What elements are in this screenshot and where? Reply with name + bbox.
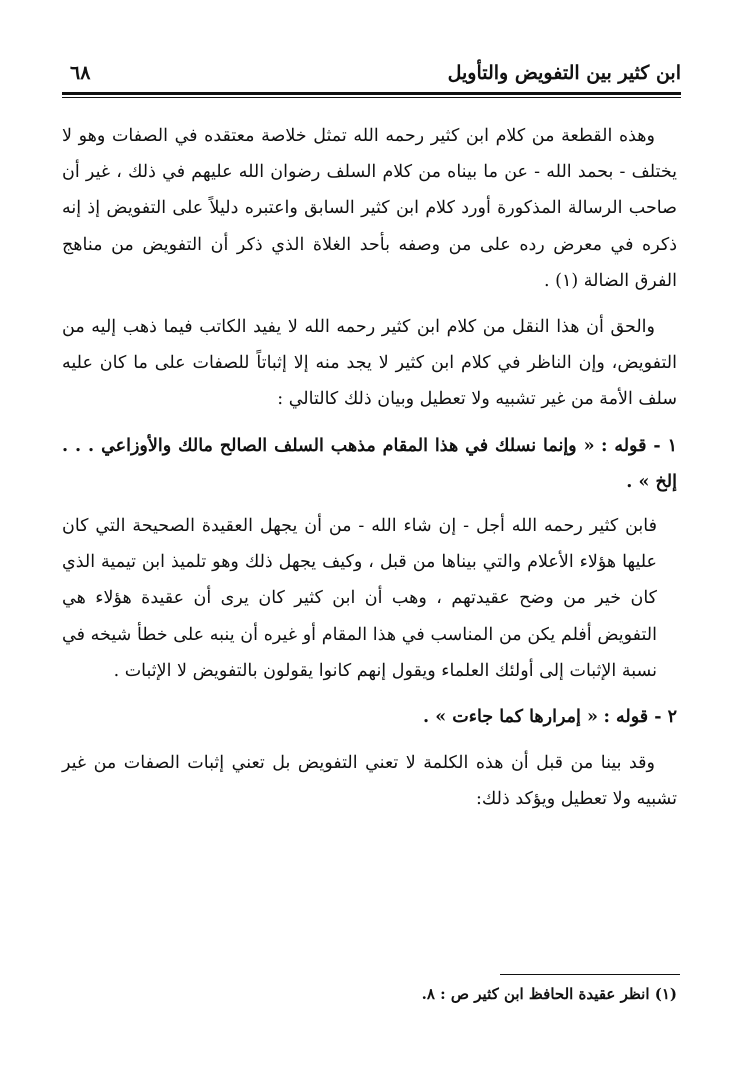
- paragraph-1: وهذه القطعة من كلام ابن كثير رحمه الله تمثل خلاصة معتقده في الصفات وهو لا يختلف - بحمد الله - عن ما بيناه من كلام السلف رضوان الله عليهم في ذلك ، غير أن صاحب الرسالة المذكورة أورد كلام ابن كثير السابق واعتبره دليلاً على التفويض إذ إنه ذكره في معرض رده على من وصفه بأحد الغلاة الذي ذكر أن التفويض من مناهج الفرق الضالة (١) .: [62, 126, 677, 291]
- list-item-2-quote: « إمرارها كما جاءت » .: [423, 707, 598, 728]
- header-rule-thick: [62, 92, 681, 95]
- header-rule-thin: [62, 97, 681, 98]
- list-item-2-number: ٢ - قوله :: [603, 707, 677, 728]
- paragraph-2: والحق أن هذا النقل من كلام ابن كثير رحمه الله لا يفيد الكاتب فيما ذهب إليه من التفويض، وإن الناظر في كلام ابن كثير لا يجد منه إلا إثباتاً للصفات على ما كان عليه سلف الأمة من غير تشبيه ولا تعطيل وبيان ذلك كالتالي :: [62, 317, 677, 410]
- list-item-1: [62, 428, 677, 500]
- list-item-1-quote: « وإنما نسلك في هذا المقام مذهب السلف الصالح مالك والأوزاعي . . . إلخ » .: [62, 435, 677, 492]
- main-text: [62, 118, 677, 818]
- paragraph-4: وقد بينا من قبل أن هذه الكلمة لا تعني التفويض بل تعني إثبات الصفات من غير تشبيه ولا تعطيل ويؤكد ذلك:: [62, 753, 677, 810]
- footnote-rule: [500, 974, 680, 975]
- running-header: [62, 58, 681, 92]
- list-item-2: [62, 699, 677, 735]
- running-title: ابن كثير بين التفويض والتأويل: [447, 62, 681, 84]
- paragraph-3: فابن كثير رحمه الله أجل - إن شاء الله - من أن يجهل العقيدة الصحيحة التي كان عليها هؤلاء الأعلام والتي بيناها من قبل ، وكيف يجهل ذلك وهو تلميذ ابن تيمية الذي كان خير من وضح عقيدتهم ، وهب أن ابن كثير كان يرى أن عقيدة هؤلاء هي التفويض أفلم يكن من المناسب في هذا المقام أو غيره أن ينبه على خطأ شيخه في نسبة الإثبات إلى أولئك العلماء ويقول إنهم كانوا يقولون بالتفويض لا الإثبات .: [62, 516, 657, 681]
- list-item-1-number: ١ - قوله :: [600, 435, 677, 456]
- footnote: (١) انظر عقيدة الحافظ ابن كثير ص : ٨.: [421, 985, 677, 1003]
- page-number: ٦٨: [70, 62, 91, 84]
